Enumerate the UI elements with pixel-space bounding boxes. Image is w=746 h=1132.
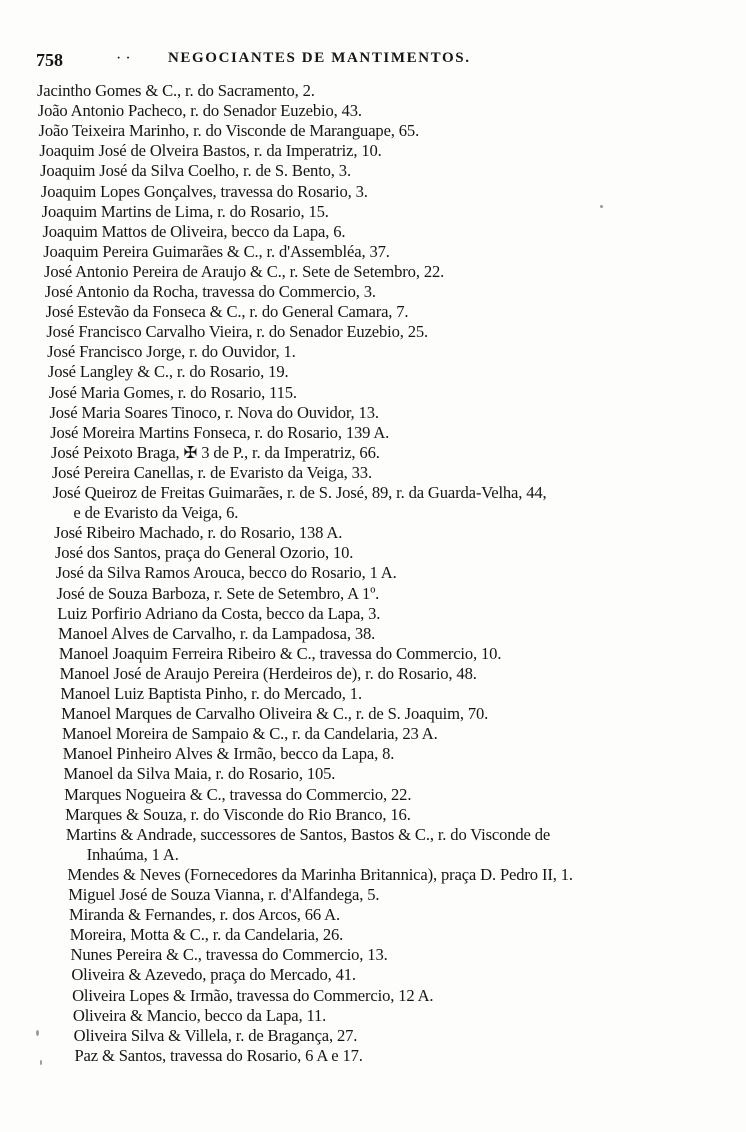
- merchant-entry: Oliveira & Azevedo, praça do Mercado, 41.: [71, 965, 356, 985]
- merchant-entry: Paz & Santos, travessa do Rosario, 6 A e 17.: [74, 1045, 363, 1065]
- header-dots: · ·: [116, 50, 131, 67]
- merchant-entry: Joaquim Mattos de Oliveira, becco da Lapa, 6.: [42, 221, 346, 241]
- merchant-entry: Joaquim José de Olveira Bastos, r. da Imperatriz, 10.: [39, 141, 382, 161]
- entry-continuation: e de Evaristo da Veiga, 6.: [73, 503, 239, 523]
- merchant-entry: Miguel José de Souza Vianna, r. d'Alfandega, 5.: [68, 885, 380, 904]
- merchant-entry: Manoel da Silva Maia, r. do Rosario, 105.: [63, 764, 336, 784]
- merchant-entry: Oliveira Silva & Villela, r. de Bragança, 27.: [73, 1025, 358, 1045]
- merchant-entry: Joaquim Pereira Guimarães & C., r. d'Assembléa, 37.: [43, 241, 390, 261]
- merchant-entry: Martins & Andrade, successores de Santos, Bastos & C., r. do Visconde de: [65, 824, 551, 844]
- merchant-entry: Moreira, Motta & C., r. da Candelaria, 26.: [69, 925, 344, 945]
- merchant-entry: Manoel Pinheiro Alves & Irmão, becco da Lapa, 8.: [62, 744, 395, 764]
- merchant-entry: José Moreira Martins Fonseca, r. do Rosario, 139 A.: [50, 422, 390, 442]
- merchant-entry: João Teixeira Marinho, r. do Visconde de Maranguape, 65.: [38, 121, 420, 141]
- merchant-entry: Oliveira Lopes & Irmão, travessa do Commercio, 12 A.: [72, 985, 434, 1005]
- merchant-entry: José Pereira Canellas, r. de Evaristo da Veiga, 33.: [51, 462, 372, 482]
- scan-speck: [600, 205, 603, 208]
- merchant-entry: José Francisco Jorge, r. do Ouvidor, 1.: [47, 342, 296, 362]
- merchant-entry: José Ribeiro Machado, r. do Rosario, 138 A.: [54, 523, 343, 543]
- merchant-entry: Manoel Alves de Carvalho, r. da Lampadosa, 38.: [58, 623, 376, 643]
- entry-continuation: Inhaúma, 1 A.: [86, 844, 179, 864]
- page-header: NEGOCIANTES DE MANTIMENTOS.: [168, 50, 471, 66]
- merchant-entry: Joaquim Martins de Lima, r. do Rosario, 15.: [41, 201, 329, 221]
- merchant-entry: José da Silva Ramos Arouca, becco do Rosario, 1 A.: [55, 563, 397, 583]
- merchant-entry: João Antonio Pacheco, r. do Senador Euzebio, 43.: [37, 101, 362, 121]
- merchant-entry: Oliveira & Mancio, becco da Lapa, 11.: [72, 1005, 327, 1025]
- merchant-entry: Marques & Souza, r. do Visconde do Rio Branco, 16.: [65, 804, 411, 824]
- merchant-entry: José Maria Soares Tinoco, r. Nova do Ouvidor, 13.: [49, 402, 379, 422]
- page-number: 758: [36, 50, 63, 70]
- merchant-entry: José Francisco Carvalho Vieira, r. do Senador Euzebio, 25.: [46, 322, 429, 342]
- merchant-entry: Luiz Porfirio Adriano da Costa, becco da Lapa, 3.: [57, 603, 381, 623]
- merchant-entry: José Estevão da Fonseca & C., r. do General Camara, 7.: [45, 302, 409, 322]
- merchant-entry: Joaquim Lopes Gonçalves, travessa do Rosario, 3.: [40, 181, 368, 201]
- merchant-entry: Miranda & Fernandes, r. dos Arcos, 66 A.: [68, 905, 340, 925]
- merchant-entry: José de Souza Barboza, r. Sete de Setembro, A 1º.: [56, 583, 380, 603]
- scan-speck: [40, 1060, 42, 1065]
- merchant-entry: Manoel Marques de Carvalho Oliveira & C., r. de S. Joaquim, 70.: [61, 704, 489, 724]
- merchant-entry: Jacintho Gomes & C., r. do Sacramento, 2.: [37, 81, 315, 100]
- merchant-entry: Manoel Luiz Baptista Pinho, r. do Mercado, 1.: [60, 684, 362, 703]
- merchant-entry: José Queiroz de Freitas Guimarães, r. de S. José, 89, r. da Guarda-Velha, 44,: [52, 483, 547, 502]
- merchant-entry: Manoel José de Araujo Pereira (Herdeiros de), r. do Rosario, 48.: [59, 663, 477, 683]
- merchant-entry: Mendes & Neves (Fornecedores da Marinha Britannica), praça D. Pedro II, 1.: [67, 864, 573, 884]
- merchant-entry: José Peixoto Braga, ✠ 3 de P., r. da Imperatriz, 66.: [51, 442, 380, 462]
- merchant-entry: Manoel Joaquim Ferreira Ribeiro & C., travessa do Commercio, 10.: [58, 643, 502, 663]
- merchant-entry: José dos Santos, praça do General Ozorio, 10.: [54, 543, 354, 563]
- scan-speck: [36, 1030, 39, 1036]
- merchant-entry: Marques Nogueira & C., travessa do Commercio, 22.: [64, 784, 412, 804]
- merchant-entry: Joaquim José da Silva Coelho, r. de S. Bento, 3.: [40, 161, 351, 181]
- merchant-entry: Nunes Pereira & C., travessa do Commercio, 13.: [70, 945, 388, 965]
- merchant-entry: José Antonio Pereira de Araujo & C., r. Sete de Setembro, 22.: [44, 261, 445, 281]
- merchant-entry: Manoel Moreira de Sampaio & C., r. da Candelaria, 23 A.: [61, 724, 438, 744]
- merchant-entry: José Maria Gomes, r. do Rosario, 115.: [48, 382, 297, 402]
- merchant-entry: José Langley & C., r. do Rosario, 19.: [47, 362, 289, 382]
- merchant-entry: José Antonio da Rocha, travessa do Commercio, 3.: [44, 282, 376, 301]
